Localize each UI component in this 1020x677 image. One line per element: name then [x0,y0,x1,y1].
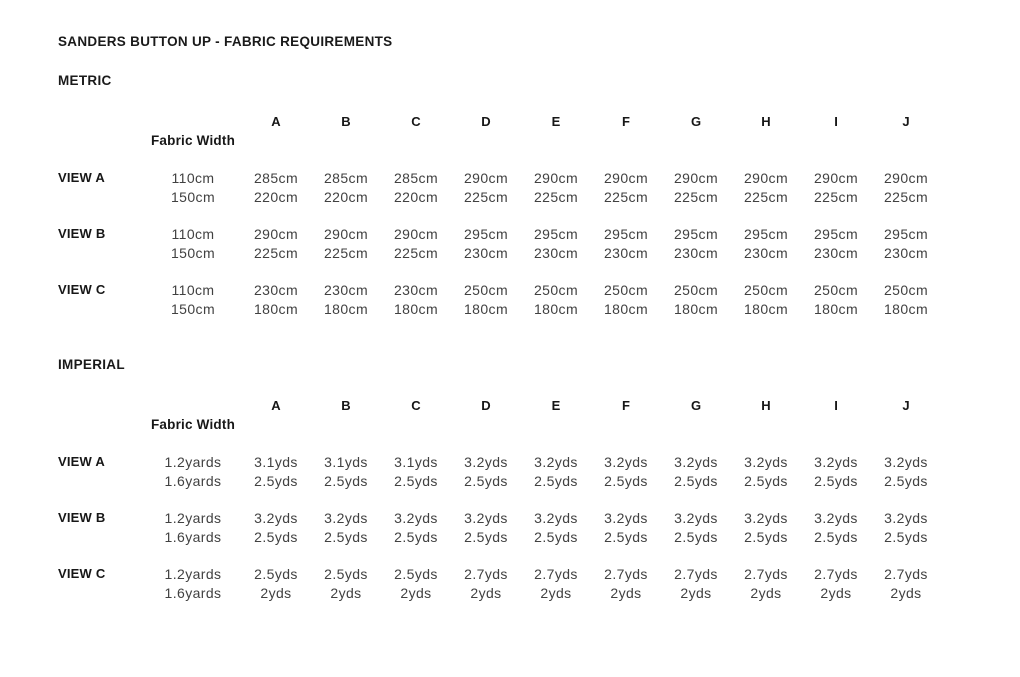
requirement-value: 180cm [463,300,509,317]
requirement-value: 3.2yds [674,509,718,526]
column-header-f: F [622,398,630,413]
fabric-width-label: Fabric Width [150,133,236,148]
requirement-value: 295cm [463,225,509,242]
requirement-value: 225cm [743,188,789,205]
requirement-value: 2.5yds [464,472,508,489]
view-label [58,299,145,318]
table-row [58,583,941,602]
fabric-width-value: 150cm [170,188,216,205]
fabric-width-value: 110cm [171,169,215,186]
requirement-value: 3.2yds [884,509,928,526]
requirement-value: 295cm [673,225,719,242]
requirement-value: 230cm [463,244,509,261]
requirement-value: 290cm [393,225,439,242]
requirement-value: 2yds [330,584,362,601]
requirement-value: 2yds [680,584,712,601]
requirement-value: 3.2yds [604,509,648,526]
view-label: VIEW C [58,282,106,297]
requirement-value: 2yds [610,584,642,601]
view-label: VIEW B [58,226,106,241]
requirement-value: 2.5yds [324,565,368,582]
requirement-value: 2yds [400,584,432,601]
section-heading-metric: METRIC [58,73,112,88]
requirement-value: 3.2yds [324,509,368,526]
requirement-value: 3.2yds [394,509,438,526]
view-label: VIEW A [58,454,105,469]
requirement-value: 290cm [253,225,299,242]
requirement-value: 290cm [533,169,579,186]
requirement-value: 2yds [750,584,782,601]
column-header-j: J [902,398,910,413]
column-header-f: F [622,114,630,129]
table-row [58,299,941,318]
fabric-width-value: 1.6yards [164,584,222,601]
requirement-value: 285cm [393,169,439,186]
requirement-value: 230cm [323,281,369,298]
header-spacer [58,112,145,131]
requirement-value: 230cm [393,281,439,298]
requirement-value: 225cm [673,188,719,205]
column-header-d: D [481,114,491,129]
requirement-value: 285cm [323,169,369,186]
fabric-width-value: 110cm [171,225,215,242]
requirement-value: 2.5yds [534,472,578,489]
requirement-value: 2yds [890,584,922,601]
column-header-a: A [271,398,281,413]
requirement-value: 3.1yds [324,453,368,470]
requirement-value: 3.2yds [674,453,718,470]
requirement-value: 250cm [673,281,719,298]
column-header-a: A [271,114,281,129]
requirement-value: 225cm [393,244,439,261]
column-header-c: C [411,398,421,413]
requirement-value: 230cm [743,244,789,261]
requirement-value: 230cm [813,244,859,261]
requirement-value: 3.1yds [394,453,438,470]
requirement-value: 3.2yds [744,453,788,470]
column-header-row [58,112,941,131]
requirement-value: 250cm [813,281,859,298]
table-row [58,187,941,206]
requirement-value: 2.5yds [674,528,718,545]
requirement-value: 2.5yds [744,528,788,545]
view-label [58,243,145,262]
fw-spacer [58,131,145,150]
requirement-value: 3.2yds [744,509,788,526]
header-spacer [145,112,241,131]
requirement-value: 295cm [883,225,929,242]
requirement-value: 2.7yds [534,565,578,582]
fabric-width-row [58,131,941,150]
requirement-value: 2.5yds [884,528,928,545]
requirement-value: 2yds [260,584,292,601]
view-label [58,527,145,546]
requirement-value: 2.5yds [884,472,928,489]
column-header-b: B [341,114,351,129]
view-label [58,583,145,602]
requirement-value: 225cm [533,188,579,205]
requirement-value: 2.5yds [324,472,368,489]
requirement-value: 220cm [253,188,299,205]
requirement-value: 290cm [323,225,369,242]
fabric-width-value: 1.2yards [164,453,222,470]
requirement-value: 225cm [883,188,929,205]
column-header-e: E [551,114,561,129]
table-row [58,262,941,299]
view-label: VIEW B [58,510,106,525]
requirement-value: 2.7yds [814,565,858,582]
requirement-value: 2.7yds [674,565,718,582]
requirement-value: 2.5yds [394,528,438,545]
requirement-value: 250cm [603,281,649,298]
requirement-value: 2.5yds [604,472,648,489]
requirement-value: 2.5yds [254,565,298,582]
requirement-value: 180cm [253,300,299,317]
requirement-value: 2.5yds [394,565,438,582]
requirement-value: 3.2yds [814,509,858,526]
table-row [58,490,941,527]
section-heading-imperial: IMPERIAL [58,357,125,372]
requirement-value: 2.5yds [254,472,298,489]
requirement-value: 250cm [533,281,579,298]
requirement-value: 180cm [743,300,789,317]
view-label: VIEW A [58,170,105,185]
requirement-value: 180cm [533,300,579,317]
column-header-c: C [411,114,421,129]
header-spacer [58,396,145,415]
column-header-i: I [834,398,838,413]
requirement-value: 290cm [603,169,649,186]
requirement-value: 250cm [463,281,509,298]
fabric-width-label: Fabric Width [150,417,236,432]
fabric-width-value: 1.2yards [164,565,222,582]
requirement-value: 290cm [813,169,859,186]
fabric-width-value: 1.2yards [164,509,222,526]
column-header-row [58,396,941,415]
column-header-e: E [551,398,561,413]
requirement-value: 295cm [533,225,579,242]
fabric-width-value: 1.6yards [164,528,222,545]
requirement-value: 230cm [673,244,719,261]
requirement-value: 2.5yds [464,528,508,545]
view-label: VIEW C [58,566,106,581]
fw-filler [241,131,941,150]
requirement-value: 3.2yds [604,453,648,470]
requirement-value: 3.2yds [884,453,928,470]
requirement-value: 2.5yds [254,528,298,545]
requirement-value: 2.7yds [744,565,788,582]
header-spacer [145,396,241,415]
column-header-i: I [834,114,838,129]
requirement-value: 230cm [533,244,579,261]
table-row [58,434,941,471]
requirement-value: 2yds [820,584,852,601]
table-row [58,243,941,262]
fw-spacer [58,415,145,434]
table-row [58,206,941,243]
requirement-value: 230cm [883,244,929,261]
requirement-value: 295cm [743,225,789,242]
requirement-value: 220cm [393,188,439,205]
requirement-value: 225cm [603,188,649,205]
requirement-value: 2.5yds [814,472,858,489]
requirement-value: 225cm [323,244,369,261]
table-row [58,471,941,490]
table-row [58,546,941,583]
requirement-value: 290cm [883,169,929,186]
page-title: SANDERS BUTTON UP - FABRIC REQUIREMENTS [58,34,393,49]
requirement-value: 290cm [463,169,509,186]
requirement-value: 290cm [743,169,789,186]
table-row [58,527,941,546]
requirement-value: 180cm [673,300,719,317]
requirement-value: 225cm [813,188,859,205]
column-header-d: D [481,398,491,413]
fabric-width-value: 110cm [171,281,215,298]
requirement-value: 180cm [603,300,649,317]
requirement-value: 180cm [883,300,929,317]
fabric-table-metric-body [58,112,941,318]
requirement-value: 2.7yds [464,565,508,582]
requirement-value: 2.7yds [604,565,648,582]
requirement-value: 2.5yds [324,528,368,545]
requirement-value: 230cm [253,281,299,298]
requirement-value: 295cm [603,225,649,242]
requirement-value: 2.5yds [604,528,648,545]
requirement-value: 3.1yds [254,453,298,470]
column-header-h: H [761,398,771,413]
requirement-value: 3.2yds [464,509,508,526]
view-label [58,187,145,206]
fabric-width-value: 1.6yards [164,472,222,489]
requirement-value: 2.5yds [814,528,858,545]
requirement-value: 3.2yds [534,453,578,470]
section-metric [58,73,1020,318]
requirement-value: 2.5yds [674,472,718,489]
column-header-g: G [690,398,702,413]
fabric-width-row [58,415,941,434]
requirement-value: 3.2yds [814,453,858,470]
requirement-value: 180cm [323,300,369,317]
requirement-value: 250cm [883,281,929,298]
fw-filler [241,415,941,434]
requirement-value: 3.2yds [464,453,508,470]
column-header-g: G [690,114,702,129]
fabric-table-imperial [58,396,941,602]
requirement-value: 2.5yds [394,472,438,489]
requirement-value: 3.2yds [534,509,578,526]
column-header-h: H [761,114,771,129]
requirement-value: 285cm [253,169,299,186]
fabric-width-value: 150cm [170,300,216,317]
column-header-b: B [341,398,351,413]
section-imperial [58,357,1020,602]
fabric-width-value: 150cm [170,244,216,261]
requirement-value: 220cm [323,188,369,205]
requirement-value: 230cm [603,244,649,261]
table-row [58,150,941,187]
requirement-value: 180cm [393,300,439,317]
requirement-value: 2.5yds [534,528,578,545]
requirement-value: 250cm [743,281,789,298]
requirement-value: 225cm [253,244,299,261]
requirement-value: 2yds [470,584,502,601]
requirement-value: 295cm [813,225,859,242]
requirement-value: 290cm [673,169,719,186]
requirement-value: 3.2yds [254,509,298,526]
requirement-value: 2yds [540,584,572,601]
requirement-value: 225cm [463,188,509,205]
requirement-value: 2.5yds [744,472,788,489]
requirement-value: 180cm [813,300,859,317]
fabric-table-metric [58,112,941,318]
view-label [58,471,145,490]
requirement-value: 2.7yds [884,565,928,582]
fabric-table-imperial-body [58,396,941,602]
column-header-j: J [902,114,910,129]
